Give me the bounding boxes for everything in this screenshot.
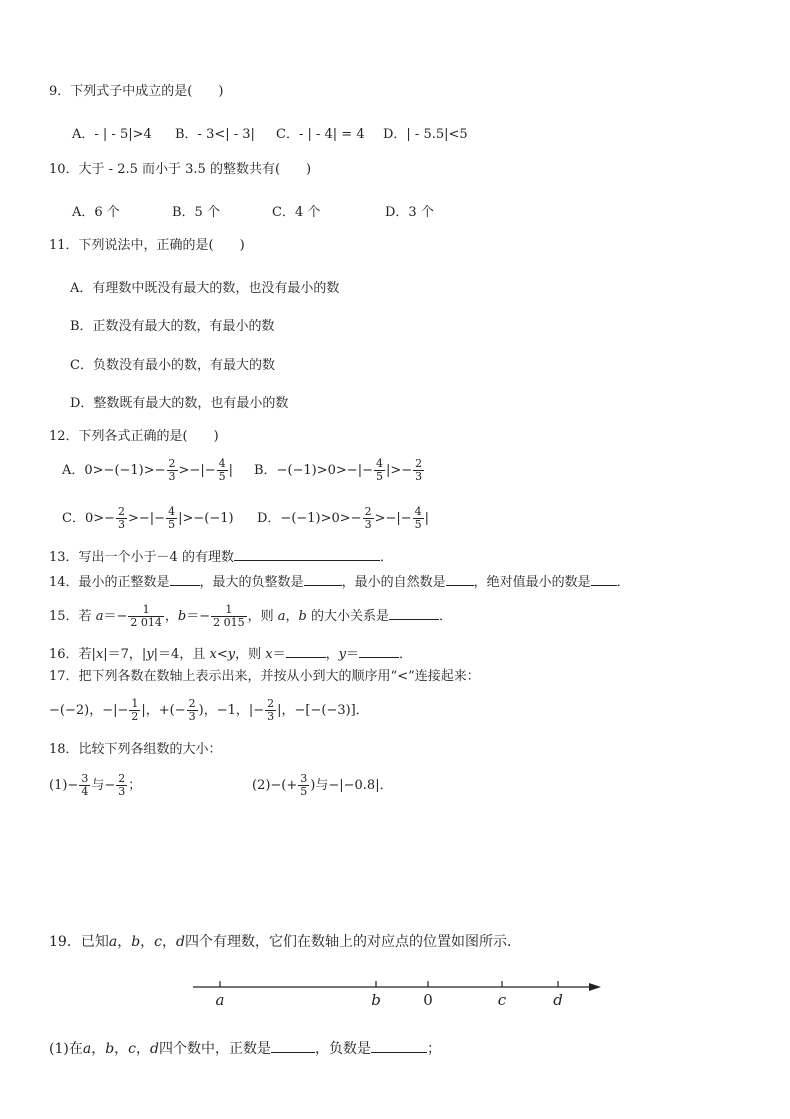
label-d: d [553,991,563,1009]
label-zero: 0 [423,991,433,1009]
answer-blank[interactable] [286,645,326,658]
fraction: $\frac{1}{2 015}$ [213,603,245,629]
fraction: $\frac{4}{5}$ [168,505,176,531]
answer-blank[interactable] [271,1040,315,1053]
q18-part1: (1)− $\frac{3}{4}$ 与− $\frac{2}{3}$ ； [49,772,142,798]
q9-stem: 9．下列式子中成立的是( ) [49,84,224,99]
answer-blank[interactable] [234,548,380,561]
answer-blank[interactable] [591,573,617,586]
fraction: $\frac{2}{3}$ [168,457,176,483]
answer-blank[interactable] [304,573,342,586]
answer-blank[interactable] [359,645,399,658]
q19-sub1: (1)在a，b，c，d四个数中，正数是 ，负数是 ； [49,1041,441,1057]
fraction: $\frac{4}{5}$ [218,457,226,483]
q10-option-d: D．3 个 [385,205,434,220]
answer-blank[interactable] [389,607,439,620]
q10-option-a: A．6 个 [72,205,120,220]
q13-line: 13．写出一个小于－4 的有理数 ． [49,550,393,565]
fraction: $\frac{1}{2}$ [131,697,139,723]
q11-option-d: D．整数既有最大的数，也有最小的数 [70,396,289,411]
answer-blank[interactable] [446,573,474,586]
q12-option-a: A．0>−(−1)>− $\frac{2}{3}$ >−|− $\frac{4}{5}$ | [62,457,233,483]
fraction: $\frac{3}{5}$ [300,772,308,798]
q9-option-b: B．- 3<| - 3| [175,127,255,142]
fraction: $\frac{2}{3}$ [118,772,126,798]
q10-option-c: C．4 个 [272,205,321,220]
q9-option-c: C．- | - 4| = 4 [276,127,365,142]
label-b: b [371,991,381,1009]
q11-option-a: A．有理数中既没有最大的数，也没有最小的数 [70,281,340,296]
fraction: $\frac{4}{5}$ [414,505,422,531]
q11-option-b: B．正数没有最大的数，有最小的数 [70,319,275,334]
answer-blank[interactable] [170,573,200,586]
q12-option-c: C．0>− $\frac{2}{3}$ >−|− $\frac{4}{5}$ |>−(−1) [62,505,234,531]
q18-stem: 18．比较下列各组数的大小： [49,742,222,757]
fraction: $\frac{2}{3}$ [118,505,126,531]
fraction: $\frac{1}{2 014}$ [130,603,162,629]
q18-part2: (2)−(+ $\frac{3}{5}$ )与−|−0.8|． [252,772,393,798]
q9-option-a: A．- | - 5|>4 [72,127,152,142]
fraction: $\frac{2}{3}$ [188,697,196,723]
q16-line: 16．若|x|＝7，|y|＝4，且 x<y，则 x＝ ，y＝ ． [49,647,412,662]
fraction: $\frac{4}{5}$ [375,457,383,483]
q11-option-c: C．负数没有最小的数，有最大的数 [70,358,275,373]
answer-blank[interactable] [371,1040,427,1053]
label-a: a [215,991,225,1009]
q19-stem: 19．已知a，b，c，d四个有理数，它们在数轴上的对应点的位置如图所示． [49,934,521,950]
q17-numbers: −(−2)，−|− $\frac{1}{2}$ |，+(− $\frac{2}{3}$ )，−1，|− $\frac{2}{3}$ |，−[−(−3)]． [49,697,369,723]
q15-line: 15．若 a＝− $\frac{1}{2 014}$ ，b＝− $\frac{1}{2 015}$ ，则 a，b 的大小关系是 ． [49,603,453,629]
q10-stem: 10．大于 - 2.5 而小于 3.5 的整数共有( ) [49,162,312,177]
label-c: c [497,991,507,1009]
arrow-icon [589,983,601,991]
number-line [0,972,790,1022]
fraction: $\frac{2}{3}$ [267,697,275,723]
q12-option-b: B．−(−1)>0>−|− $\frac{4}{5}$ |>− $\frac{2}{3}$ [254,457,423,483]
fraction: $\frac{3}{4}$ [81,772,89,798]
q9-option-d: D．| - 5.5|<5 [383,127,468,142]
q12-option-d: D．−(−1)>0>− $\frac{2}{3}$ >−|− $\frac{4}{5}$ | [257,505,430,531]
q17-stem: 17．把下列各数在数轴上表示出来，并按从小到大的顺序用“<”连接起来： [49,669,480,684]
q10-option-b: B．5 个 [172,205,220,220]
q11-stem: 11．下列说法中，正确的是( ) [49,238,245,253]
fraction: $\frac{2}{3}$ [415,457,423,483]
fraction: $\frac{2}{3}$ [364,505,372,531]
q12-stem: 12．下列各式正确的是( ) [49,429,219,444]
q14-line: 14．最小的正整数是 ，最大的负整数是 ，最小的自然数是 ，绝对值最小的数是 ． [49,575,630,590]
